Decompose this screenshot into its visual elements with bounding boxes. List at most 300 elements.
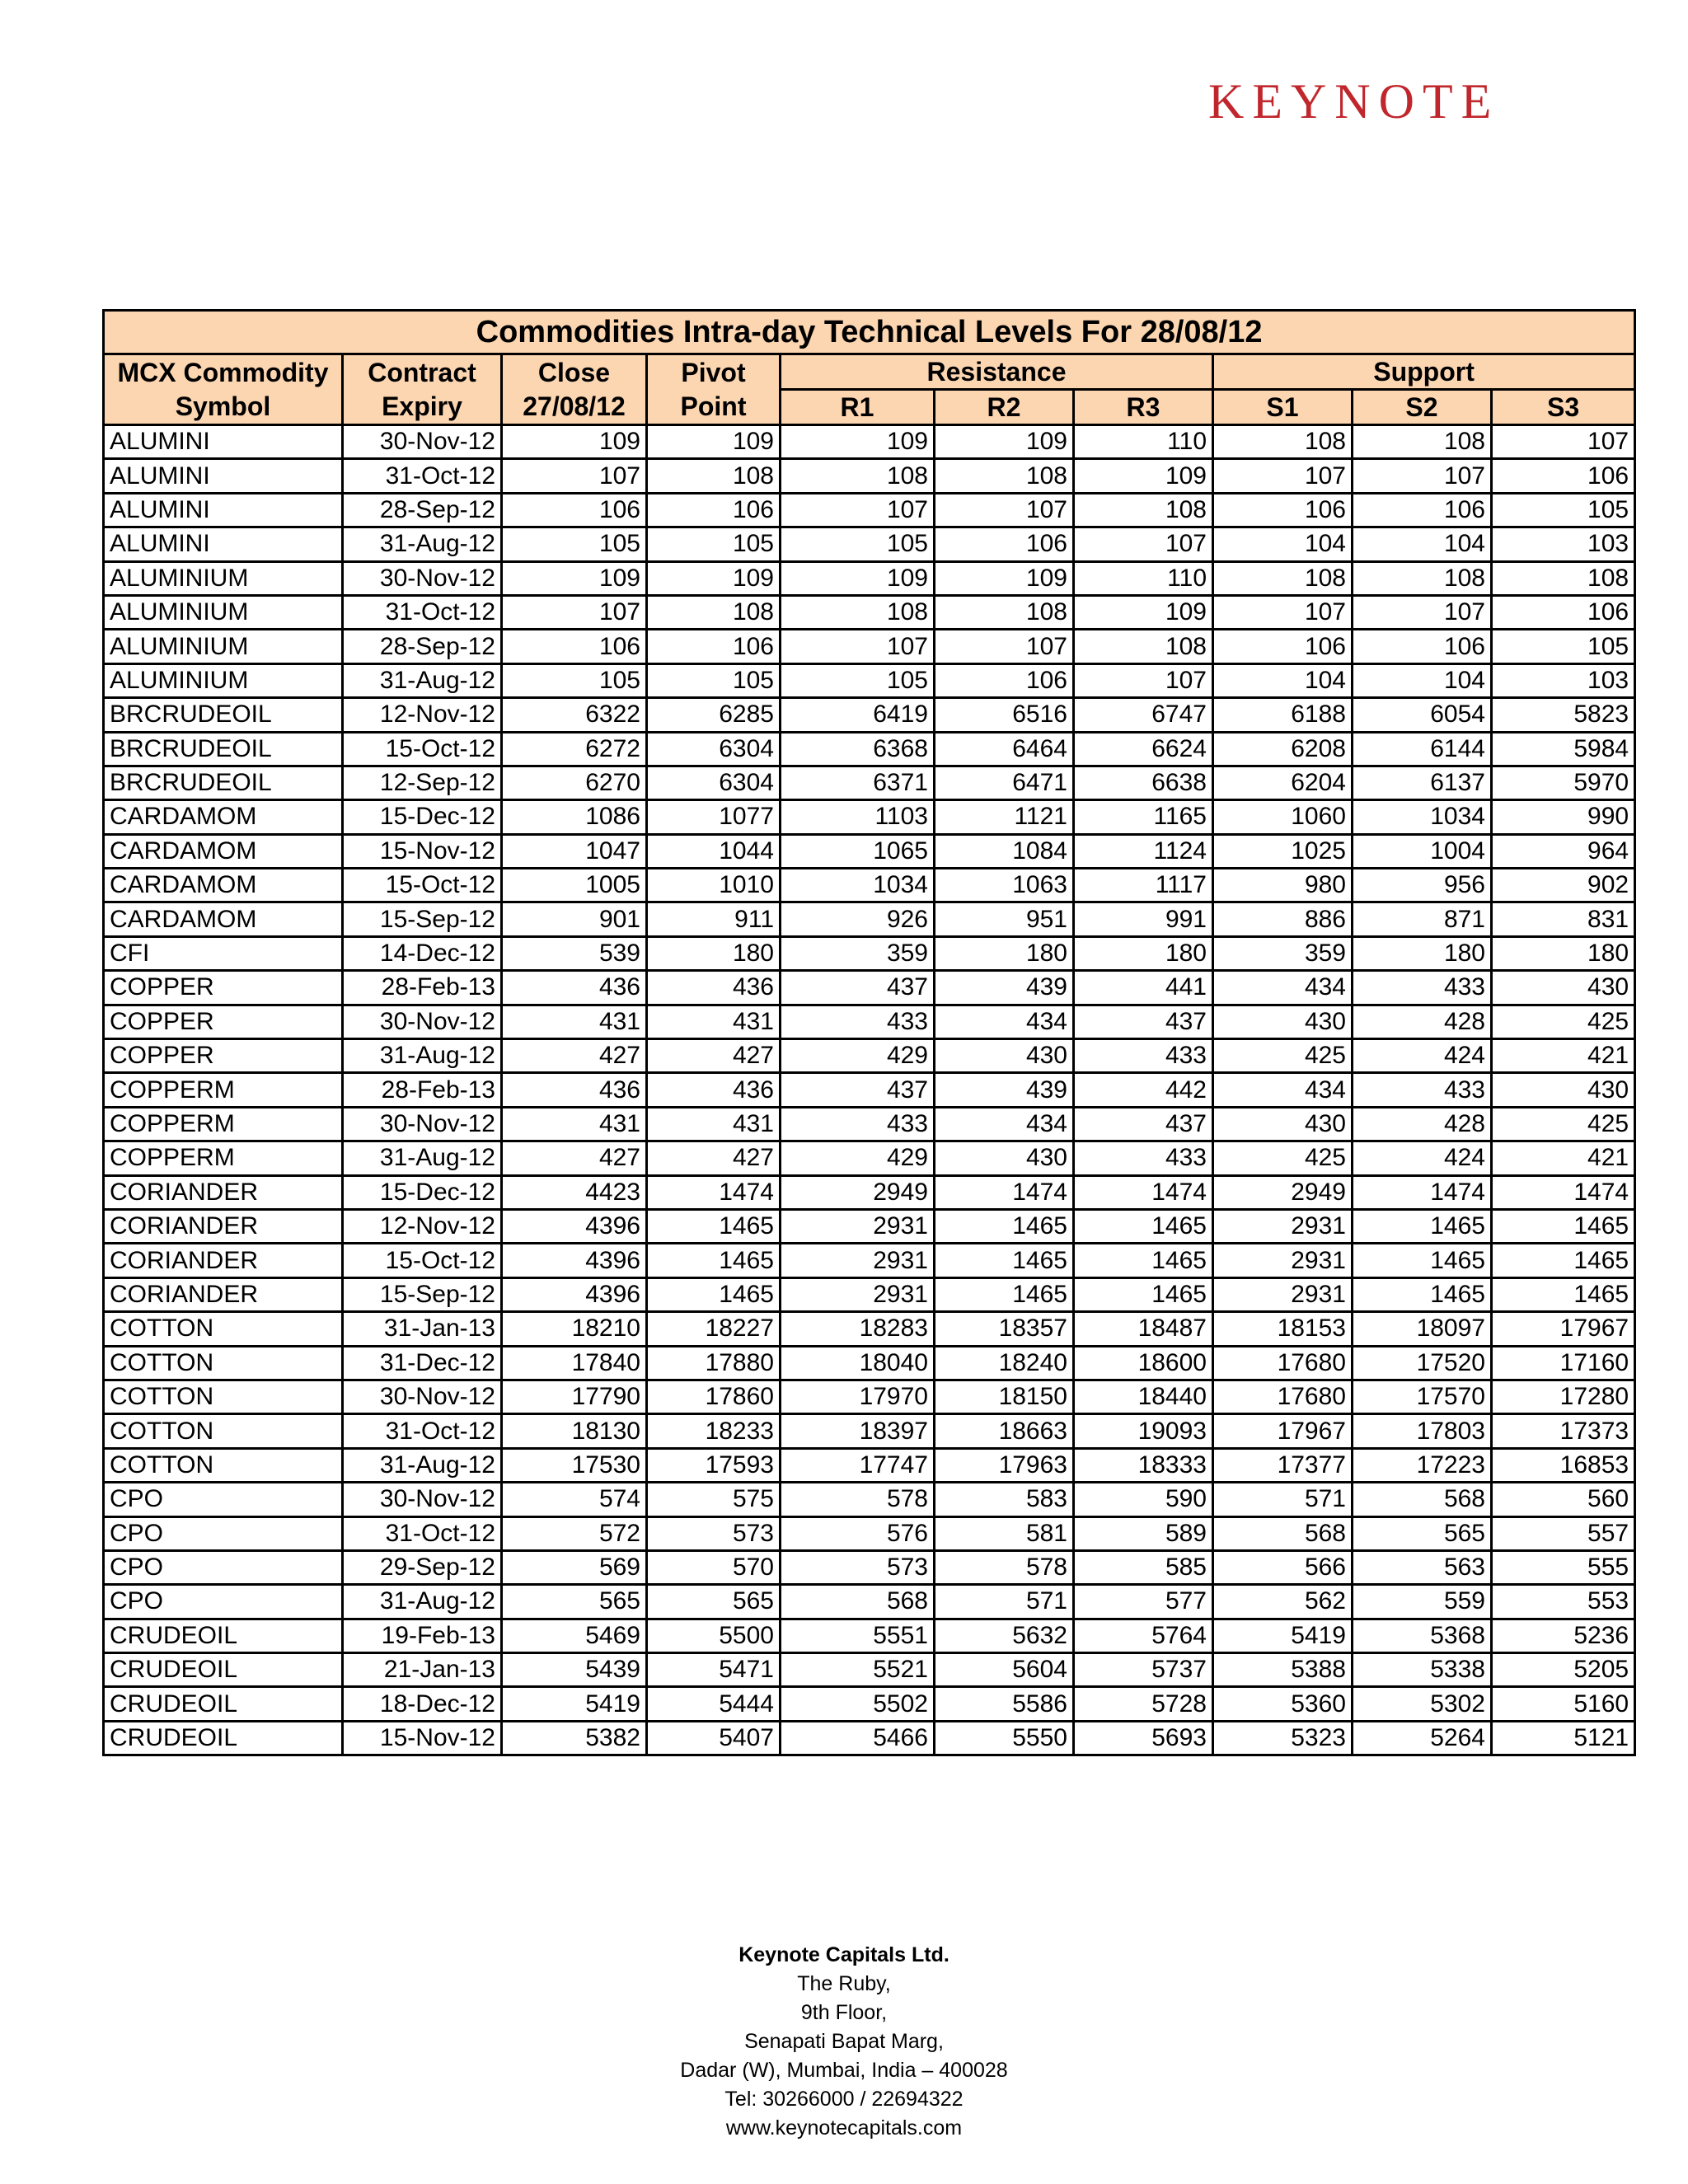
cell-r3: 1165: [1074, 800, 1213, 834]
cell-symbol: ALUMINI: [104, 493, 343, 527]
cell-s2: 6054: [1353, 698, 1492, 732]
cell-s1: 5360: [1213, 1687, 1353, 1721]
cell-s2: 17223: [1353, 1448, 1492, 1482]
cell-r1: 109: [781, 425, 935, 459]
cell-s1: 104: [1213, 663, 1353, 697]
cell-symbol: CORIANDER: [104, 1244, 343, 1277]
cell-r1: 573: [781, 1550, 935, 1584]
cell-s2: 1465: [1353, 1209, 1492, 1243]
cell-r1: 429: [781, 1141, 935, 1175]
cell-pivot: 565: [647, 1585, 781, 1619]
cell-expiry: 31-Jan-13: [343, 1312, 502, 1346]
cell-r1: 1034: [781, 869, 935, 902]
cell-close: 4396: [502, 1277, 647, 1311]
footer-line: The Ruby,: [797, 1972, 891, 1995]
cell-expiry: 31-Oct-12: [343, 459, 502, 493]
cell-close: 1005: [502, 869, 647, 902]
cell-expiry: 15-Dec-12: [343, 800, 502, 834]
cell-s3: 425: [1492, 1107, 1635, 1141]
cell-expiry: 30-Nov-12: [343, 1380, 502, 1413]
cell-symbol: CPO: [104, 1516, 343, 1550]
cell-close: 431: [502, 1005, 647, 1038]
cell-s2: 18097: [1353, 1312, 1492, 1346]
cell-r1: 2931: [781, 1277, 935, 1311]
cell-close: 6272: [502, 732, 647, 766]
cell-s1: 568: [1213, 1516, 1353, 1550]
cell-s3: 560: [1492, 1483, 1635, 1516]
cell-r3: 5737: [1074, 1653, 1213, 1687]
cell-r3: 437: [1074, 1005, 1213, 1038]
cell-r3: 6747: [1074, 698, 1213, 732]
cell-r1: 105: [781, 663, 935, 697]
cell-expiry: 15-Oct-12: [343, 869, 502, 902]
cell-pivot: 106: [647, 630, 781, 663]
footer-company: Keynote Capitals Ltd.: [738, 1943, 950, 1966]
cell-r1: 576: [781, 1516, 935, 1550]
cell-s1: 5388: [1213, 1653, 1353, 1687]
cell-s3: 17373: [1492, 1414, 1635, 1448]
cell-symbol: CARDAMOM: [104, 800, 343, 834]
cell-r2: 18663: [935, 1414, 1074, 1448]
cell-r3: 5693: [1074, 1721, 1213, 1755]
cell-s3: 1474: [1492, 1175, 1635, 1209]
cell-symbol: CPO: [104, 1483, 343, 1516]
cell-s3: 430: [1492, 971, 1635, 1005]
cell-r1: 107: [781, 630, 935, 663]
cell-s2: 5264: [1353, 1721, 1492, 1755]
cell-r1: 429: [781, 1039, 935, 1073]
cell-s3: 5121: [1492, 1721, 1635, 1755]
cell-expiry: 30-Nov-12: [343, 1107, 502, 1141]
cell-r2: 581: [935, 1516, 1074, 1550]
cell-r1: 108: [781, 595, 935, 629]
cell-s2: 6144: [1353, 732, 1492, 766]
cell-s2: 108: [1353, 561, 1492, 595]
cell-symbol: CARDAMOM: [104, 902, 343, 936]
cell-expiry: 31-Aug-12: [343, 1141, 502, 1175]
cell-close: 6270: [502, 766, 647, 799]
header-s2: S2: [1353, 390, 1492, 425]
cell-symbol: COPPERM: [104, 1107, 343, 1141]
cell-close: 427: [502, 1039, 647, 1073]
cell-s1: 108: [1213, 425, 1353, 459]
cell-r2: 1465: [935, 1244, 1074, 1277]
cell-close: 17530: [502, 1448, 647, 1482]
table-row: [104, 834, 1635, 868]
cell-symbol: BRCRUDEOIL: [104, 698, 343, 732]
cell-expiry: 15-Dec-12: [343, 1175, 502, 1209]
cell-r1: 2949: [781, 1175, 935, 1209]
cell-r3: 437: [1074, 1107, 1213, 1141]
cell-r2: 1084: [935, 834, 1074, 868]
cell-s2: 107: [1353, 459, 1492, 493]
cell-s2: 428: [1353, 1005, 1492, 1038]
cell-r1: 1065: [781, 834, 935, 868]
cell-s1: 2931: [1213, 1209, 1353, 1243]
table-row: [104, 1107, 1635, 1141]
header-r2: R2: [935, 390, 1074, 425]
cell-s2: 17570: [1353, 1380, 1492, 1413]
cell-s2: 5302: [1353, 1687, 1492, 1721]
cell-r3: 5764: [1074, 1619, 1213, 1652]
cell-expiry: 30-Nov-12: [343, 1005, 502, 1038]
table-row: [104, 425, 1635, 459]
cell-s2: 107: [1353, 595, 1492, 629]
cell-r3: 590: [1074, 1483, 1213, 1516]
cell-pivot: 5471: [647, 1653, 781, 1687]
cell-s2: 1034: [1353, 800, 1492, 834]
cell-r1: 108: [781, 459, 935, 493]
table-row: [104, 1721, 1635, 1755]
cell-r2: 109: [935, 425, 1074, 459]
cell-pivot: 1474: [647, 1175, 781, 1209]
cell-symbol: COTTON: [104, 1414, 343, 1448]
keynote-logo: KEYNOTE: [1208, 74, 1500, 129]
cell-symbol: ALUMINI: [104, 459, 343, 493]
cell-r2: 571: [935, 1585, 1074, 1619]
cell-expiry: 31-Oct-12: [343, 595, 502, 629]
cell-s3: 16853: [1492, 1448, 1635, 1482]
cell-symbol: CRUDEOIL: [104, 1619, 343, 1652]
cell-pivot: 1044: [647, 834, 781, 868]
cell-s3: 17160: [1492, 1346, 1635, 1380]
cell-s1: 104: [1213, 527, 1353, 561]
cell-close: 4423: [502, 1175, 647, 1209]
cell-expiry: 15-Nov-12: [343, 834, 502, 868]
cell-pivot: 431: [647, 1107, 781, 1141]
table-row: [104, 1005, 1635, 1038]
cell-expiry: 15-Oct-12: [343, 732, 502, 766]
cell-close: 1047: [502, 834, 647, 868]
cell-symbol: CORIANDER: [104, 1175, 343, 1209]
cell-close: 539: [502, 936, 647, 970]
cell-r3: 108: [1074, 493, 1213, 527]
cell-r3: 577: [1074, 1585, 1213, 1619]
cell-symbol: COTTON: [104, 1346, 343, 1380]
cell-pivot: 17860: [647, 1380, 781, 1413]
cell-r2: 109: [935, 561, 1074, 595]
cell-pivot: 436: [647, 1073, 781, 1107]
cell-r2: 108: [935, 459, 1074, 493]
cell-s1: 434: [1213, 971, 1353, 1005]
cell-r1: 109: [781, 561, 935, 595]
cell-pivot: 1465: [647, 1244, 781, 1277]
cell-s2: 104: [1353, 663, 1492, 697]
cell-s1: 359: [1213, 936, 1353, 970]
cell-close: 574: [502, 1483, 647, 1516]
cell-s1: 2931: [1213, 1277, 1353, 1311]
cell-r2: 106: [935, 663, 1074, 697]
cell-r3: 107: [1074, 527, 1213, 561]
cell-expiry: 31-Aug-12: [343, 1448, 502, 1482]
cell-symbol: COPPERM: [104, 1141, 343, 1175]
cell-s1: 430: [1213, 1005, 1353, 1038]
cell-symbol: CPO: [104, 1585, 343, 1619]
header-resistance: Resistance: [781, 354, 1213, 390]
cell-r3: 1124: [1074, 834, 1213, 868]
cell-r1: 18283: [781, 1312, 935, 1346]
cell-s2: 5368: [1353, 1619, 1492, 1652]
cell-s3: 106: [1492, 595, 1635, 629]
cell-s3: 964: [1492, 834, 1635, 868]
cell-expiry: 28-Sep-12: [343, 493, 502, 527]
cell-s3: 103: [1492, 527, 1635, 561]
cell-s2: 1465: [1353, 1277, 1492, 1311]
cell-symbol: ALUMINIUM: [104, 561, 343, 595]
cell-close: 427: [502, 1141, 647, 1175]
cell-r1: 6368: [781, 732, 935, 766]
cell-s1: 2949: [1213, 1175, 1353, 1209]
cell-s1: 430: [1213, 1107, 1353, 1141]
cell-r2: 180: [935, 936, 1074, 970]
cell-s3: 5160: [1492, 1687, 1635, 1721]
cell-pivot: 570: [647, 1550, 781, 1584]
cell-expiry: 30-Nov-12: [343, 425, 502, 459]
cell-s1: 434: [1213, 1073, 1353, 1107]
cell-s1: 5323: [1213, 1721, 1353, 1755]
cell-s2: 108: [1353, 425, 1492, 459]
cell-expiry: 29-Sep-12: [343, 1550, 502, 1584]
cell-s1: 571: [1213, 1483, 1353, 1516]
cell-pivot: 427: [647, 1141, 781, 1175]
cell-s1: 2931: [1213, 1244, 1353, 1277]
table-title: Commodities Intra-day Technical Levels For 28/08/12: [104, 311, 1635, 354]
cell-s3: 902: [1492, 869, 1635, 902]
cell-s1: 107: [1213, 459, 1353, 493]
cell-s1: 425: [1213, 1039, 1353, 1073]
cell-pivot: 1010: [647, 869, 781, 902]
footer-line: Tel: 30266000 / 22694322: [724, 2088, 964, 2111]
cell-r2: 108: [935, 595, 1074, 629]
cell-r2: 1465: [935, 1209, 1074, 1243]
cell-pivot: 6285: [647, 698, 781, 732]
cell-pivot: 911: [647, 902, 781, 936]
cell-r3: 108: [1074, 630, 1213, 663]
cell-r2: 1121: [935, 800, 1074, 834]
cell-expiry: 15-Sep-12: [343, 1277, 502, 1311]
cell-expiry: 15-Nov-12: [343, 1721, 502, 1755]
cell-r2: 18357: [935, 1312, 1074, 1346]
cell-close: 105: [502, 663, 647, 697]
cell-close: 4396: [502, 1244, 647, 1277]
cell-s3: 1465: [1492, 1277, 1635, 1311]
cell-r1: 18397: [781, 1414, 935, 1448]
header-s3: S3: [1492, 390, 1635, 425]
cell-r1: 5466: [781, 1721, 935, 1755]
table-body: [104, 425, 1635, 1755]
table-row: [104, 1346, 1635, 1380]
cell-r2: 18150: [935, 1380, 1074, 1413]
cell-close: 1086: [502, 800, 647, 834]
cell-s3: 831: [1492, 902, 1635, 936]
table-row: [104, 1687, 1635, 1721]
cell-s3: 421: [1492, 1141, 1635, 1175]
cell-symbol: CFI: [104, 936, 343, 970]
cell-expiry: 31-Dec-12: [343, 1346, 502, 1380]
cell-symbol: COTTON: [104, 1380, 343, 1413]
cell-symbol: ALUMINI: [104, 425, 343, 459]
cell-s1: 106: [1213, 493, 1353, 527]
cell-r2: 439: [935, 1073, 1074, 1107]
header-r3: R3: [1074, 390, 1213, 425]
table-row: [104, 663, 1635, 697]
header-pivot-line2: Point: [647, 390, 781, 425]
cell-close: 436: [502, 1073, 647, 1107]
cell-r2: 430: [935, 1141, 1074, 1175]
cell-pivot: 18227: [647, 1312, 781, 1346]
cell-r3: 433: [1074, 1039, 1213, 1073]
cell-pivot: 6304: [647, 732, 781, 766]
cell-close: 17790: [502, 1380, 647, 1413]
cell-s2: 6137: [1353, 766, 1492, 799]
cell-expiry: 12-Nov-12: [343, 698, 502, 732]
cell-expiry: 31-Oct-12: [343, 1516, 502, 1550]
cell-close: 18130: [502, 1414, 647, 1448]
cell-s3: 17280: [1492, 1380, 1635, 1413]
cell-r3: 109: [1074, 595, 1213, 629]
cell-expiry: 14-Dec-12: [343, 936, 502, 970]
header-r1: R1: [781, 390, 935, 425]
cell-close: 18210: [502, 1312, 647, 1346]
cell-symbol: COTTON: [104, 1312, 343, 1346]
header-s1: S1: [1213, 390, 1353, 425]
cell-symbol: BRCRUDEOIL: [104, 766, 343, 799]
cell-s2: 1474: [1353, 1175, 1492, 1209]
cell-r1: 568: [781, 1585, 935, 1619]
cell-s3: 5984: [1492, 732, 1635, 766]
header-symbol-line1: MCX Commodity: [104, 354, 343, 390]
cell-s3: 103: [1492, 663, 1635, 697]
cell-r3: 1117: [1074, 869, 1213, 902]
cell-symbol: BRCRUDEOIL: [104, 732, 343, 766]
cell-r1: 437: [781, 1073, 935, 1107]
cell-r3: 1465: [1074, 1277, 1213, 1311]
cell-r1: 107: [781, 493, 935, 527]
cell-symbol: CORIANDER: [104, 1277, 343, 1311]
cell-r2: 430: [935, 1039, 1074, 1073]
cell-r1: 17970: [781, 1380, 935, 1413]
cell-close: 105: [502, 527, 647, 561]
cell-s2: 106: [1353, 493, 1492, 527]
cell-expiry: 31-Aug-12: [343, 1585, 502, 1619]
table-row: [104, 1209, 1635, 1243]
cell-s3: 108: [1492, 561, 1635, 595]
cell-r1: 926: [781, 902, 935, 936]
cell-r1: 18040: [781, 1346, 935, 1380]
cell-close: 5439: [502, 1653, 647, 1687]
cell-r1: 105: [781, 527, 935, 561]
cell-r1: 2931: [781, 1209, 935, 1243]
cell-r2: 106: [935, 527, 1074, 561]
cell-s3: 5823: [1492, 698, 1635, 732]
cell-pivot: 17880: [647, 1346, 781, 1380]
cell-expiry: 15-Sep-12: [343, 902, 502, 936]
cell-pivot: 106: [647, 493, 781, 527]
cell-r3: 585: [1074, 1550, 1213, 1584]
cell-r2: 439: [935, 971, 1074, 1005]
footer-line: Senapati Bapat Marg,: [744, 2030, 944, 2053]
cell-r3: 18333: [1074, 1448, 1213, 1482]
cell-symbol: CPO: [104, 1550, 343, 1584]
cell-close: 107: [502, 595, 647, 629]
cell-expiry: 31-Aug-12: [343, 1039, 502, 1073]
cell-close: 5469: [502, 1619, 647, 1652]
table-row: [104, 1380, 1635, 1413]
cell-s2: 424: [1353, 1141, 1492, 1175]
footer-line: Dadar (W), Mumbai, India – 400028: [680, 2059, 1008, 2082]
cell-r2: 6464: [935, 732, 1074, 766]
cell-s2: 17803: [1353, 1414, 1492, 1448]
cell-pivot: 436: [647, 971, 781, 1005]
cell-s2: 559: [1353, 1585, 1492, 1619]
cell-s2: 433: [1353, 1073, 1492, 1107]
cell-r2: 5604: [935, 1653, 1074, 1687]
cell-r3: 1465: [1074, 1244, 1213, 1277]
cell-expiry: 15-Oct-12: [343, 1244, 502, 1277]
cell-close: 107: [502, 459, 647, 493]
cell-r3: 109: [1074, 459, 1213, 493]
cell-close: 5382: [502, 1721, 647, 1755]
cell-s3: 105: [1492, 493, 1635, 527]
cell-r3: 110: [1074, 561, 1213, 595]
cell-r1: 5551: [781, 1619, 935, 1652]
cell-s1: 5419: [1213, 1619, 1353, 1652]
table-row: [104, 732, 1635, 766]
table-row: [104, 1585, 1635, 1619]
cell-r2: 107: [935, 630, 1074, 663]
cell-r1: 6371: [781, 766, 935, 799]
cell-pivot: 180: [647, 936, 781, 970]
cell-r2: 434: [935, 1005, 1074, 1038]
cell-r3: 433: [1074, 1141, 1213, 1175]
cell-s1: 566: [1213, 1550, 1353, 1584]
cell-pivot: 1465: [647, 1209, 781, 1243]
cell-s2: 104: [1353, 527, 1492, 561]
cell-expiry: 21-Jan-13: [343, 1653, 502, 1687]
cell-s1: 6208: [1213, 732, 1353, 766]
cell-r1: 578: [781, 1483, 935, 1516]
table-row: [104, 1039, 1635, 1073]
cell-pivot: 105: [647, 527, 781, 561]
cell-s3: 5236: [1492, 1619, 1635, 1652]
cell-r3: 442: [1074, 1073, 1213, 1107]
cell-r2: 107: [935, 493, 1074, 527]
cell-close: 901: [502, 902, 647, 936]
cell-expiry: 31-Oct-12: [343, 1414, 502, 1448]
cell-s2: 565: [1353, 1516, 1492, 1550]
footer-line: www.keynotecapitals.com: [725, 2116, 963, 2139]
table-row: [104, 1653, 1635, 1687]
cell-r2: 18240: [935, 1346, 1074, 1380]
cell-pivot: 108: [647, 595, 781, 629]
table-row: [104, 1277, 1635, 1311]
cell-symbol: ALUMINIUM: [104, 595, 343, 629]
cell-s3: 5205: [1492, 1653, 1635, 1687]
table-row: [104, 459, 1635, 493]
cell-s2: 1004: [1353, 834, 1492, 868]
cell-s1: 980: [1213, 869, 1353, 902]
table-row: [104, 800, 1635, 834]
table-row: [104, 1141, 1635, 1175]
technical-levels-table: [102, 309, 1636, 1756]
footer-address: [0, 1941, 1688, 2143]
cell-s2: 568: [1353, 1483, 1492, 1516]
cell-s1: 6204: [1213, 766, 1353, 799]
cell-s3: 1465: [1492, 1209, 1635, 1243]
cell-pivot: 109: [647, 561, 781, 595]
cell-s2: 871: [1353, 902, 1492, 936]
cell-s1: 1060: [1213, 800, 1353, 834]
